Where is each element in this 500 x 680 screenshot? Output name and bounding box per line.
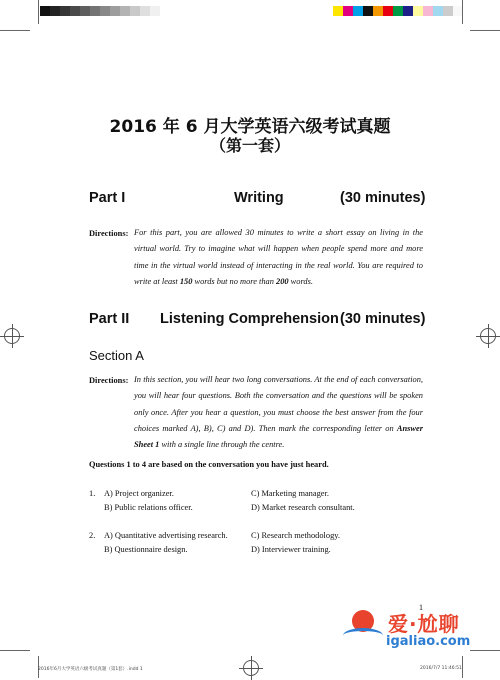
color-swatch: [50, 6, 60, 16]
part1-directions-text: [134, 225, 423, 290]
max-words: 200: [276, 276, 289, 286]
color-swatch: [373, 6, 383, 16]
answer-sheet-ref: Answer Sheet 1: [134, 423, 423, 450]
crop-mark: [38, 0, 39, 24]
question-option-d: D) Market research consultant.: [251, 503, 355, 512]
registration-mark: [243, 660, 259, 676]
directions-text-3: words.: [288, 276, 313, 286]
cmyk-color-bar: [333, 6, 463, 16]
part2-directions-label: Directions:: [89, 376, 129, 385]
min-words: 150: [179, 276, 193, 286]
color-swatch: [403, 6, 413, 16]
question-option-c: C) Research methodology.: [251, 531, 340, 540]
color-swatch: [80, 6, 90, 16]
color-swatch: [60, 6, 70, 16]
color-swatch: [413, 6, 423, 16]
part1-directions-label: Directions:: [89, 229, 129, 238]
question-option-b: B) Questionnaire design.: [104, 545, 188, 554]
part2-time: (30 minutes): [340, 311, 426, 327]
questions-heading: Questions 1 to 4 are based on the conversation you have just heard.: [89, 460, 329, 469]
question-option-d: D) Interviewer training.: [251, 545, 331, 554]
part2-directions-text: [134, 372, 423, 453]
directions-text-1: In this section, you will hear two long conversations. At the end of each conversation, you will hear four questions. Both the conversation and the questions will be spoken only once. After you hear a question, you must choose the best answer from the four choices marked A), B), C) and D). Then mark the corresponding letter on: [134, 375, 423, 433]
question-option-c: C) Marketing manager.: [251, 489, 329, 498]
directions-text-1: For this part, you are allowed 30 minutes to write a short essay on living in the virtual world. Try to imagine what will happen when people spend more and more time in the virtual world instead of interacting in the real world. You are required to write at least: [134, 228, 423, 286]
color-swatch: [90, 6, 100, 16]
question-option-a: A) Quantitative advertising research.: [104, 531, 228, 540]
page-number: 1: [419, 603, 423, 612]
exam-subtitle: （第一套）: [209, 136, 290, 155]
registration-mark: [4, 328, 20, 344]
part1-time: (30 minutes): [340, 190, 426, 206]
directions-text-2: words but no more than: [192, 276, 277, 286]
footer-timestamp: 2016/7/7 11:46:51: [420, 666, 462, 671]
color-swatch: [383, 6, 393, 16]
footer-file-slug: 2016年6月大学英语六级考试真题（第1套）.indd 1: [38, 667, 143, 672]
color-swatch: [150, 6, 160, 16]
grayscale-color-bar: [40, 6, 160, 16]
color-swatch: [70, 6, 80, 16]
part2-label: Part II: [89, 311, 130, 327]
color-swatch: [433, 6, 443, 16]
question-number: 2.: [89, 531, 96, 540]
color-swatch: [40, 6, 50, 16]
color-swatch: [110, 6, 120, 16]
registration-mark: [480, 328, 496, 344]
exam-title: 2016 年 6 月大学英语六级考试真题: [109, 117, 391, 137]
crop-mark: [462, 0, 463, 24]
crop-mark: [470, 650, 500, 651]
logo-swoosh-icon: [343, 628, 383, 643]
color-swatch: [130, 6, 140, 16]
watermark-logo-text: 爱·尬聊: [388, 612, 460, 636]
color-swatch: [343, 6, 353, 16]
question-number: 1.: [89, 489, 96, 498]
watermark-url: igaliao.com: [386, 634, 471, 649]
crop-mark: [0, 650, 30, 651]
question-option-a: A) Project organizer.: [104, 489, 174, 498]
color-swatch: [100, 6, 110, 16]
color-swatch: [120, 6, 130, 16]
question-option-b: B) Public relations officer.: [104, 503, 193, 512]
color-swatch: [140, 6, 150, 16]
color-swatch: [333, 6, 343, 16]
color-swatch: [423, 6, 433, 16]
crop-mark: [0, 30, 30, 31]
crop-mark: [470, 30, 500, 31]
part1-label: Part I: [89, 190, 126, 206]
part1-name: Writing: [234, 190, 284, 206]
color-swatch: [393, 6, 403, 16]
color-swatch: [353, 6, 363, 16]
color-swatch: [363, 6, 373, 16]
directions-text-2: with a single line through the centre.: [159, 440, 285, 450]
color-swatch: [443, 6, 453, 16]
part2-name: Listening Comprehension: [160, 311, 339, 327]
crop-mark: [462, 656, 463, 678]
section-heading: Section A: [89, 348, 144, 363]
